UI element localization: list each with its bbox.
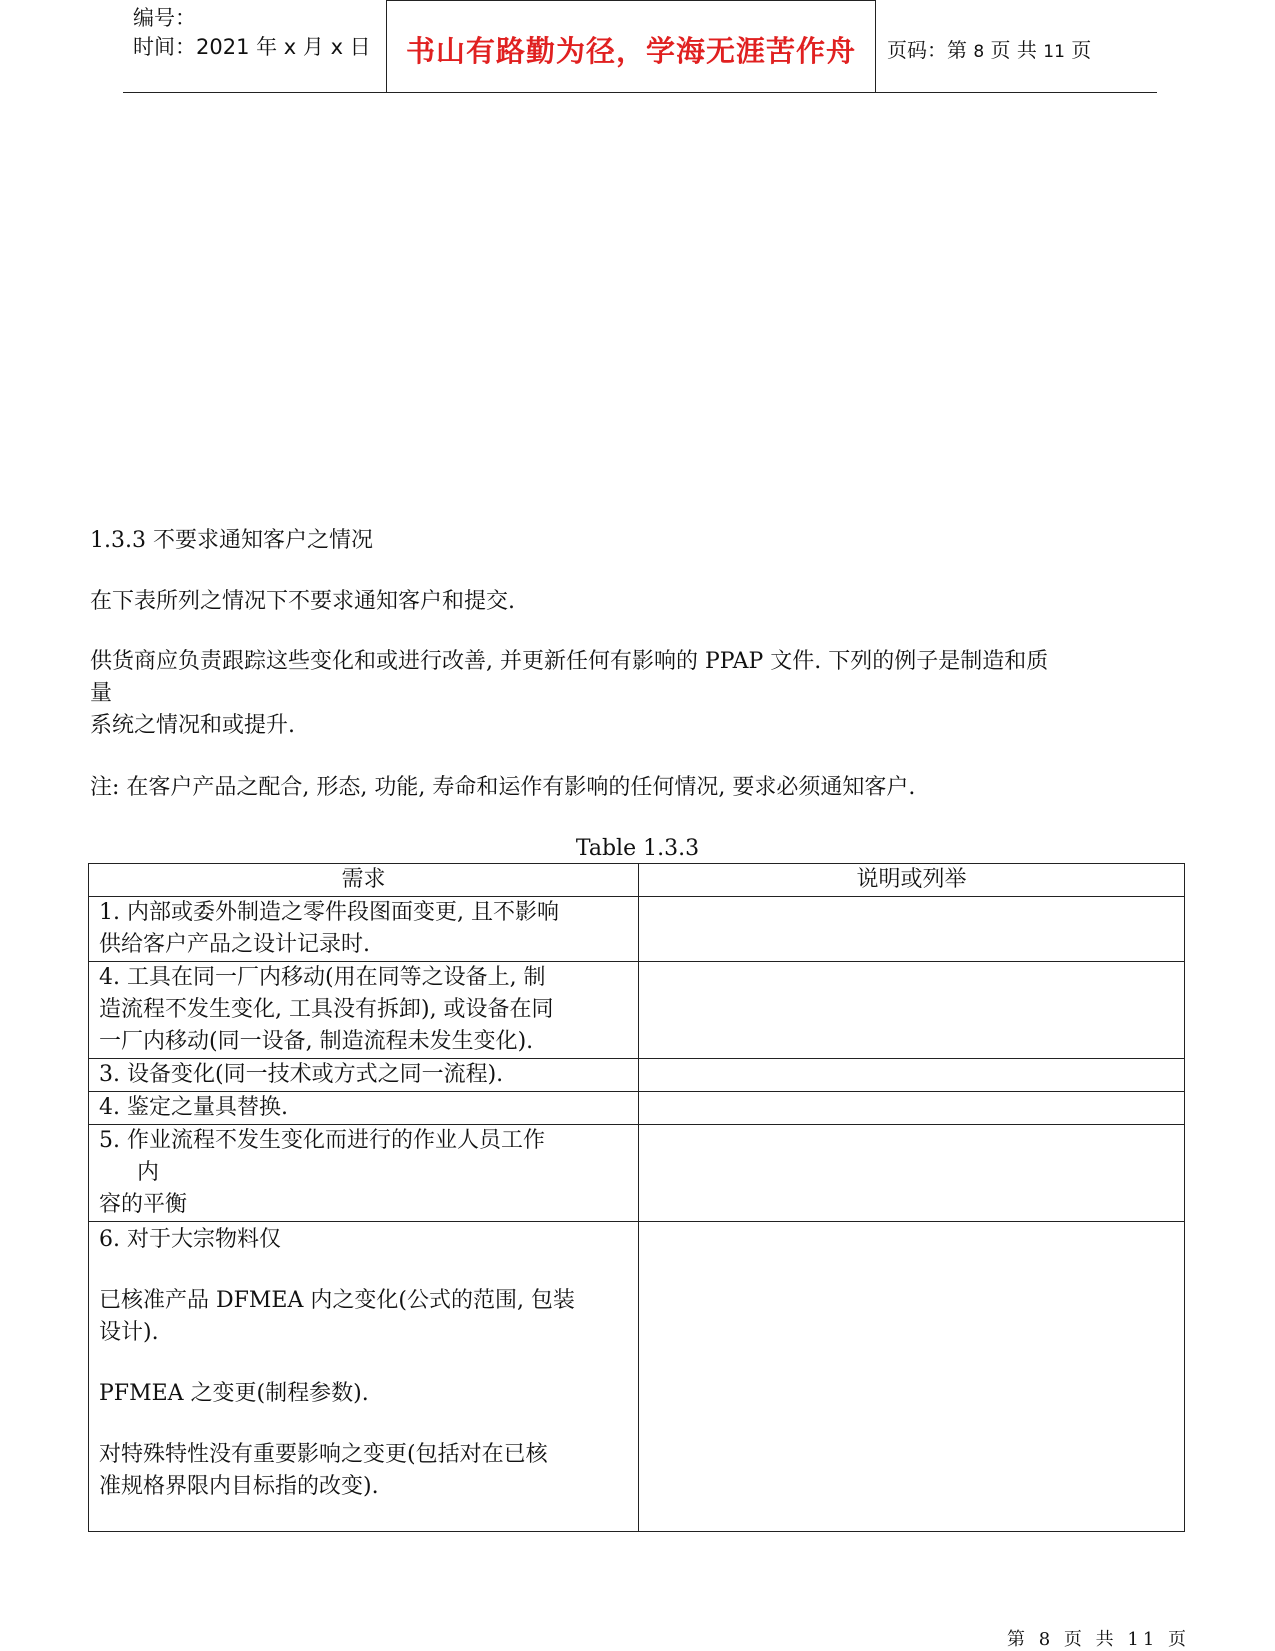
requirement-line: 4. 鉴定之量具替换. (99, 1095, 288, 1120)
requirement-line: 容的平衡 (99, 1192, 188, 1217)
table-caption: Table 1.3.3 (575, 836, 700, 861)
header-requirement: 需求 (89, 864, 639, 897)
header-left (133, 4, 373, 62)
requirement-line: 3. 设备变化(同一技术或方式之同一流程). (99, 1062, 504, 1087)
paragraph-gap (99, 1349, 628, 1378)
section-title: 1.3.3 不要求通知客户之情况 (90, 528, 373, 553)
paragraph-note: 注: 在客户产品之配合, 形态, 功能, 寿命和运作有影响的任何情况, 要求必须通知客户. (90, 775, 916, 800)
header-page-info (887, 34, 1091, 63)
table-row (89, 1125, 1185, 1222)
description-cell (639, 1092, 1185, 1125)
table-row (89, 1059, 1185, 1092)
page-suffix: 页 (1071, 38, 1092, 62)
requirement-cell (89, 1222, 639, 1532)
requirement-line: 供给客户产品之设计记录时. (99, 932, 370, 957)
requirement-line: 6. 对于大宗物料仅 (99, 1227, 281, 1252)
paragraph-gap (99, 1410, 628, 1439)
paragraph-supplier-line-2: 量 (90, 681, 113, 706)
document-number-label: 编号： (133, 6, 196, 30)
description-cell (639, 962, 1185, 1059)
requirement-line: 准规格界限内目标指的改变). (99, 1474, 379, 1499)
table-row (89, 1092, 1185, 1125)
paragraph-intro: 在下表所列之情况下不要求通知客户和提交. (90, 589, 515, 614)
description-cell (639, 1222, 1185, 1532)
document-time: 时间：2021 年 x 月 x 日 (133, 35, 371, 59)
requirement-line: 4. 工具在同一厂内移动(用在同等之设备上, 制 (99, 965, 546, 990)
table-row (89, 962, 1185, 1059)
table-header-row (89, 864, 1185, 897)
paragraph-gap (99, 1256, 628, 1285)
page-header (123, 0, 1157, 93)
requirement-line: 对特殊特性没有重要影响之变更(包括对在已核 (99, 1442, 548, 1467)
requirement-line-indented: 内 (137, 1160, 160, 1185)
requirement-line: 5. 作业流程不发生变化而进行的作业人员工作 (99, 1128, 545, 1153)
requirement-cell (89, 897, 639, 962)
description-cell (639, 1059, 1185, 1092)
header-motto: 书山有路勤为径，学海无涯苦作舟 (405, 34, 856, 68)
description-cell (639, 897, 1185, 962)
requirement-cell (89, 1125, 639, 1222)
requirement-line: 设计). (99, 1320, 159, 1345)
requirement-line: 已核准产品 DFMEA 内之变化(公式的范围, 包装 (99, 1288, 575, 1313)
paragraph-supplier (90, 646, 1190, 742)
page-total: 11 (1043, 42, 1065, 62)
page-prefix: 页码：第 (887, 38, 967, 62)
header-motto-box (386, 0, 876, 92)
description-cell (639, 1125, 1185, 1222)
requirement-cell (89, 962, 639, 1059)
paragraph-supplier-line-1: 供货商应负责跟踪这些变化和或进行改善, 并更新任何有影响的 PPAP 文件. 下列的例子是制造和质 (90, 649, 1049, 674)
requirement-cell (89, 1059, 639, 1092)
table-row (89, 1222, 1185, 1532)
requirement-line: 一厂内移动(同一设备, 制造流程未发生变化). (99, 1029, 534, 1054)
page-current: 8 (973, 42, 985, 62)
page-footer: 第 8 页 共 11 页 (1007, 1629, 1190, 1650)
requirement-line: PFMEA 之变更(制程参数). (99, 1381, 369, 1406)
requirements-table (88, 863, 1185, 1532)
requirement-line: 造流程不发生变化, 工具没有拆卸), 或设备在同 (99, 997, 554, 1022)
requirement-cell (89, 1092, 639, 1125)
page-mid: 页 共 (990, 38, 1037, 62)
paragraph-supplier-line-3: 系统之情况和或提升. (90, 713, 295, 738)
requirement-line: 1. 内部或委外制造之零件段图面变更, 且不影响 (99, 900, 559, 925)
header-description: 说明或列举 (639, 864, 1185, 897)
table-row (89, 897, 1185, 962)
